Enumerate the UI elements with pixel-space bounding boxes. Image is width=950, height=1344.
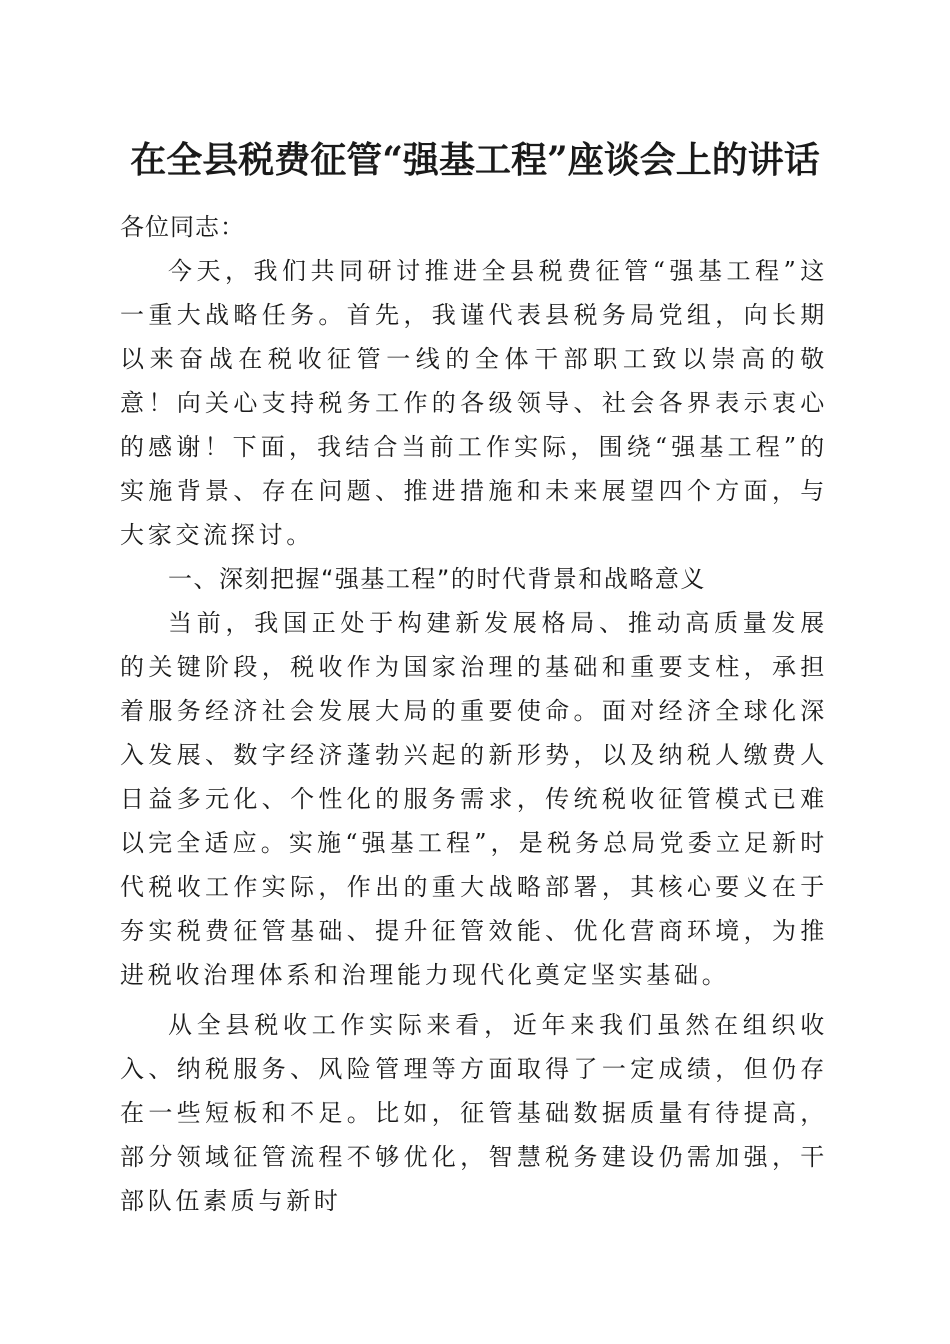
section-heading: 一、深刻把握“强基工程”的时代背景和战略意义 (168, 565, 706, 593)
document-body (120, 205, 828, 1223)
section-paragraph: 从全县税收工作实际来看，近年来我们虽然在组织收入、纳税服务、风险管理等方面取得了一定成绩，但仍存在一些短板和不足。比如，征管基础数据质量有待提高，部分领域征管流程不够优化，智慧税务建设仍需加强，干部队伍素质与新时 (120, 1011, 828, 1215)
section-paragraph: 当前，我国正处于构建新发展格局、推动高质量发展的关键阶段，税收作为国家治理的基础和重要支柱，承担着服务经济社会发展大局的重要使命。面对经济全球化深入发展、数字经济蓬勃兴起的新形势，以及纳税人缴费人日益多元化、个性化的服务需求，传统税收征管模式已难以完全适应。实施“强基工程”，是税务总局党委立足新时代税收工作实际，作出的重大战略部署，其核心要义在于夯实税费征管基础、提升征管效能、优化营商环境，为推进税收治理体系和治理能力现代化奠定坚实基础。 (120, 609, 828, 989)
intro-paragraph: 今天，我们共同研讨推进全县税费征管“强基工程”这一重大战略任务。首先，我谨代表县税务局党组，向长期以来奋战在税收征管一线的全体干部职工致以崇高的敬意！向关心支持税务工作的各级领导、社会各界表示衷心的感谢！下面，我结合当前工作实际，围绕“强基工程”的实施背景、存在问题、推进措施和未来展望四个方面，与大家交流探讨。 (120, 257, 828, 549)
salutation: 各位同志： (120, 213, 245, 241)
document-title: 在全县税费征管“强基工程”座谈会上的讲话 (130, 139, 820, 181)
